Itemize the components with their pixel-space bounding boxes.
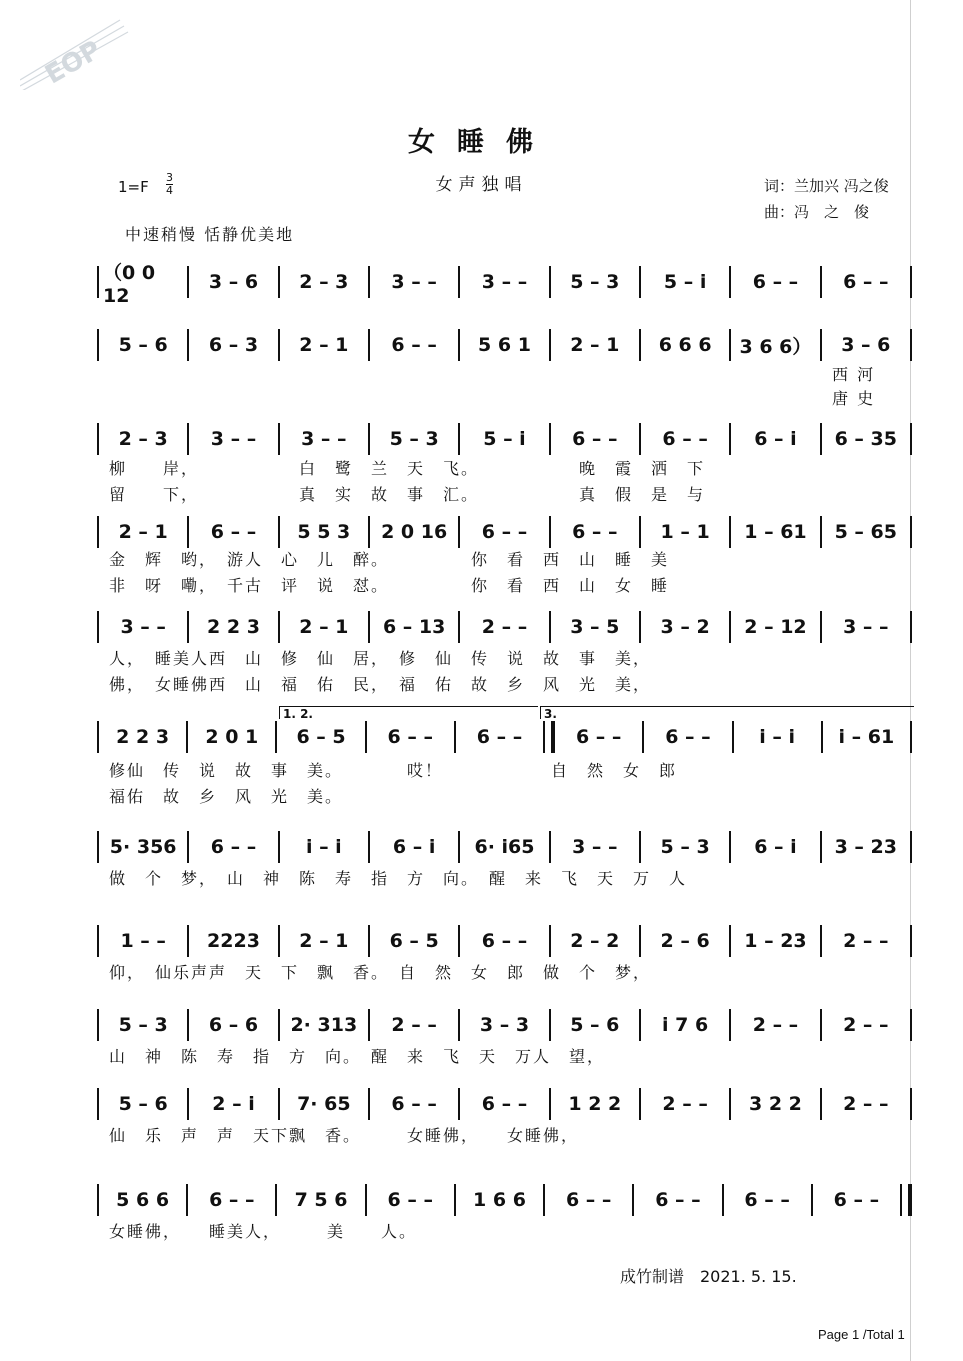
measure: 6 – – [387, 726, 433, 748]
measure: 5 5 3 [297, 521, 351, 543]
lyric-line: 福佑 故 乡 风 光 美。 [109, 787, 344, 806]
measure: 6 – – [744, 1189, 790, 1211]
measure: 6 – – [655, 1189, 701, 1211]
measure: 6· i65 [474, 836, 535, 858]
measure: 3 – – [391, 271, 437, 293]
measure: 2 – – [481, 616, 528, 638]
measure: 6 – – [662, 428, 708, 450]
lyric-line: 留 下， 真 实 故 事 汇。 真 假 是 与 [109, 485, 706, 504]
measure: 6 – 5 [296, 726, 346, 748]
measure: 1 6 6 [473, 1189, 526, 1211]
measure: 6 – – [387, 1189, 433, 1211]
notation-row [97, 515, 912, 549]
measure: 6 – i [754, 836, 797, 858]
measure: 5· 356 [109, 836, 177, 858]
credits [764, 173, 889, 225]
measure: 6 – – [476, 726, 523, 748]
lyric-line: 金 辉 哟， 游人 心 儿 醉。 你 看 西 山 睡 美 [109, 550, 670, 569]
lyric-line: 人， 睡美人西 山 修 仙 居， 修 仙 传 说 故 事 美， [109, 649, 652, 668]
measure: 6 – – [481, 930, 528, 952]
measure: 3 – – [210, 428, 257, 450]
notation-row [97, 720, 912, 754]
measure: 6 – – [665, 726, 711, 748]
measure: 2· 313 [290, 1014, 358, 1036]
lyric-line: 唐 史 [832, 389, 876, 408]
measure: 6 – – [565, 1189, 612, 1211]
measure: 6 – 13 [382, 616, 446, 638]
lyric-line: 女睡佛， 睡美人， 美 人。 [109, 1222, 418, 1241]
time-signature: 3 4 [166, 171, 173, 197]
measure: 6 – i [392, 836, 436, 858]
measure: 6 6 6 [658, 334, 712, 356]
measure: 6 – – [481, 1093, 528, 1115]
measure: 5 – 3 [118, 1014, 168, 1036]
measure: 6 – – [391, 334, 437, 356]
key-signature: 1=F [118, 178, 149, 196]
page-title: 女睡佛 [408, 127, 555, 158]
measure: 2 – – [843, 930, 889, 952]
notation-row [97, 422, 912, 456]
measure: 6 – 3 [208, 334, 259, 356]
measure: 6 – 35 [834, 428, 897, 450]
lyric-line: 仰， 仙乐声声 天 下 飘 香。 自 然 女 郎 做 个 梦， [109, 963, 652, 982]
measure: 2 2 3 [207, 616, 260, 638]
lyric-line: 西 河 [832, 365, 876, 384]
notation-row [97, 610, 912, 644]
measure: 6 – i [754, 428, 797, 450]
measure: 2 0 16 [381, 521, 448, 543]
lyric-line: 仙 乐 声 声 天下飘 香。 女睡佛， 女睡佛， [109, 1126, 580, 1145]
lyric-line: 非 呀 嘞， 千古 评 说 怼。 你 看 西 山 女 睡 [109, 576, 670, 595]
measure: 5 – 3 [660, 836, 710, 858]
notation-row [97, 924, 912, 958]
measure: 3 – 5 [570, 616, 620, 638]
measure: 3 – 23 [834, 836, 897, 858]
measure: 5 – 65 [834, 521, 897, 543]
measure: 6 – – [391, 1093, 437, 1115]
measure: 2 – 3 [118, 428, 168, 450]
measure: 2 – 1 [299, 334, 349, 356]
measure: 5 – 3 [389, 428, 439, 450]
measure: 3 – – [301, 428, 347, 450]
measure: 2 – 1 [118, 521, 168, 543]
lyric-line: 做 个 梦， 山 神 陈 寿 指 方 向。 醒 来 飞 天 万 人 [109, 869, 688, 888]
measure: 1 – – [120, 930, 166, 952]
measure: 6 – – [210, 836, 257, 858]
measure: 7 5 6 [294, 1189, 348, 1211]
measure: 7· 65 [297, 1093, 351, 1115]
measure: 5 – 6 [118, 1093, 168, 1115]
measure: 3 – 6 [841, 334, 891, 356]
measure: 1 – 61 [744, 521, 807, 543]
measure: 2 0 1 [205, 726, 259, 748]
page-edge-line [910, 0, 911, 1361]
measure: 2 – 2 [570, 930, 620, 952]
tempo-marking: 中速稍慢 恬静优美地 [125, 225, 295, 244]
measure: 5 6 1 [478, 334, 531, 356]
page-number: Page 1 /Total 1 [818, 1327, 905, 1342]
measure: 3 2 2 [749, 1093, 802, 1115]
measure: 2 – – [662, 1093, 708, 1115]
measure: 6 – – [481, 521, 528, 543]
measure: 2 – 6 [660, 930, 710, 952]
lyric-line: 山 神 陈 寿 指 方 向。 醒 来 飞 天 万人 望， [109, 1047, 606, 1066]
measure: i – i [305, 836, 342, 858]
measure: 5 – i [483, 428, 526, 450]
measure: 2 – – [843, 1014, 889, 1036]
svg-text:EOP: EOP [40, 35, 107, 90]
measure: 6 – 5 [389, 930, 439, 952]
measure: 2 – 3 [299, 271, 349, 293]
measure: 1 – 1 [660, 521, 710, 543]
measure: 2223 [207, 930, 260, 952]
measure: 2 – i [212, 1093, 255, 1115]
measure: 6 – – [210, 521, 257, 543]
volta-first-ending: 1. 2. [279, 706, 538, 719]
measure: 2 – 12 [744, 616, 807, 638]
measure: 5 6 6 [116, 1189, 170, 1211]
footer-note: 成竹制谱 2021. 5. 15. [620, 1267, 797, 1286]
measure: 5 – i [663, 271, 707, 293]
measure: 6 – – [843, 271, 889, 293]
measure: 2 – – [843, 1093, 889, 1115]
measure: 5 – 6 [118, 334, 168, 356]
lyricist: 词：兰加兴 冯之俊 [764, 177, 889, 195]
notation-row [97, 1087, 912, 1121]
measure: 6 – – [575, 726, 622, 748]
lyric-line: 柳 岸， 白 鹭 兰 天 飞。 晚 霞 洒 下 [109, 459, 706, 478]
measure: 2 2 3 [116, 726, 170, 748]
measure: 2 – 1 [299, 616, 349, 638]
measure: 3 – 2 [660, 616, 710, 638]
measure: 3 – – [572, 836, 618, 858]
composer: 曲：冯 之 俊 [764, 203, 870, 221]
measure: 2 – 1 [570, 334, 620, 356]
measure: 6 – 6 [208, 1014, 259, 1036]
measure: 5 – 3 [570, 271, 620, 293]
notation-row [97, 261, 912, 307]
measure: 3 6 6） [739, 335, 812, 358]
measure: 3 – – [481, 271, 528, 293]
measure: 2 – – [391, 1014, 437, 1036]
measure: 6 – – [752, 271, 799, 293]
measure: 5 – 6 [570, 1014, 620, 1036]
measure: 2 – – [752, 1014, 799, 1036]
measure: 1 – 23 [744, 930, 807, 952]
lyric-line: 佛， 女睡佛西 山 福 佑 民， 福 佑 故 乡 风 光 美， [109, 675, 652, 694]
measure: 6 – – [572, 428, 618, 450]
notation-row [97, 830, 912, 864]
notation-row [97, 1183, 912, 1217]
measure: i 7 6 [662, 1014, 709, 1036]
notation-row [97, 328, 912, 362]
volta-third-ending: 3. [540, 706, 914, 719]
notation-row [97, 1008, 912, 1042]
lyric-line: 修仙 传 说 故 事 美。 哎！ 自 然 女 郎 [109, 761, 678, 780]
measure: 3 – 3 [479, 1014, 530, 1036]
measure: 6 – – [209, 1189, 255, 1211]
measure: 3 – – [120, 616, 166, 638]
eop-watermark [20, 10, 130, 90]
measure: 1 2 2 [568, 1093, 622, 1115]
measure: 3 – – [843, 616, 889, 638]
subtitle: 女声独唱 [435, 175, 528, 195]
measure: i – 61 [838, 726, 895, 748]
measure: 6 – – [833, 1189, 880, 1211]
measure: i – i [759, 726, 796, 748]
measure: （0 0 12 [103, 261, 156, 307]
measure: 3 – 6 [208, 271, 259, 293]
measure: 6 – – [572, 521, 618, 543]
measure: 2 – 1 [299, 930, 349, 952]
